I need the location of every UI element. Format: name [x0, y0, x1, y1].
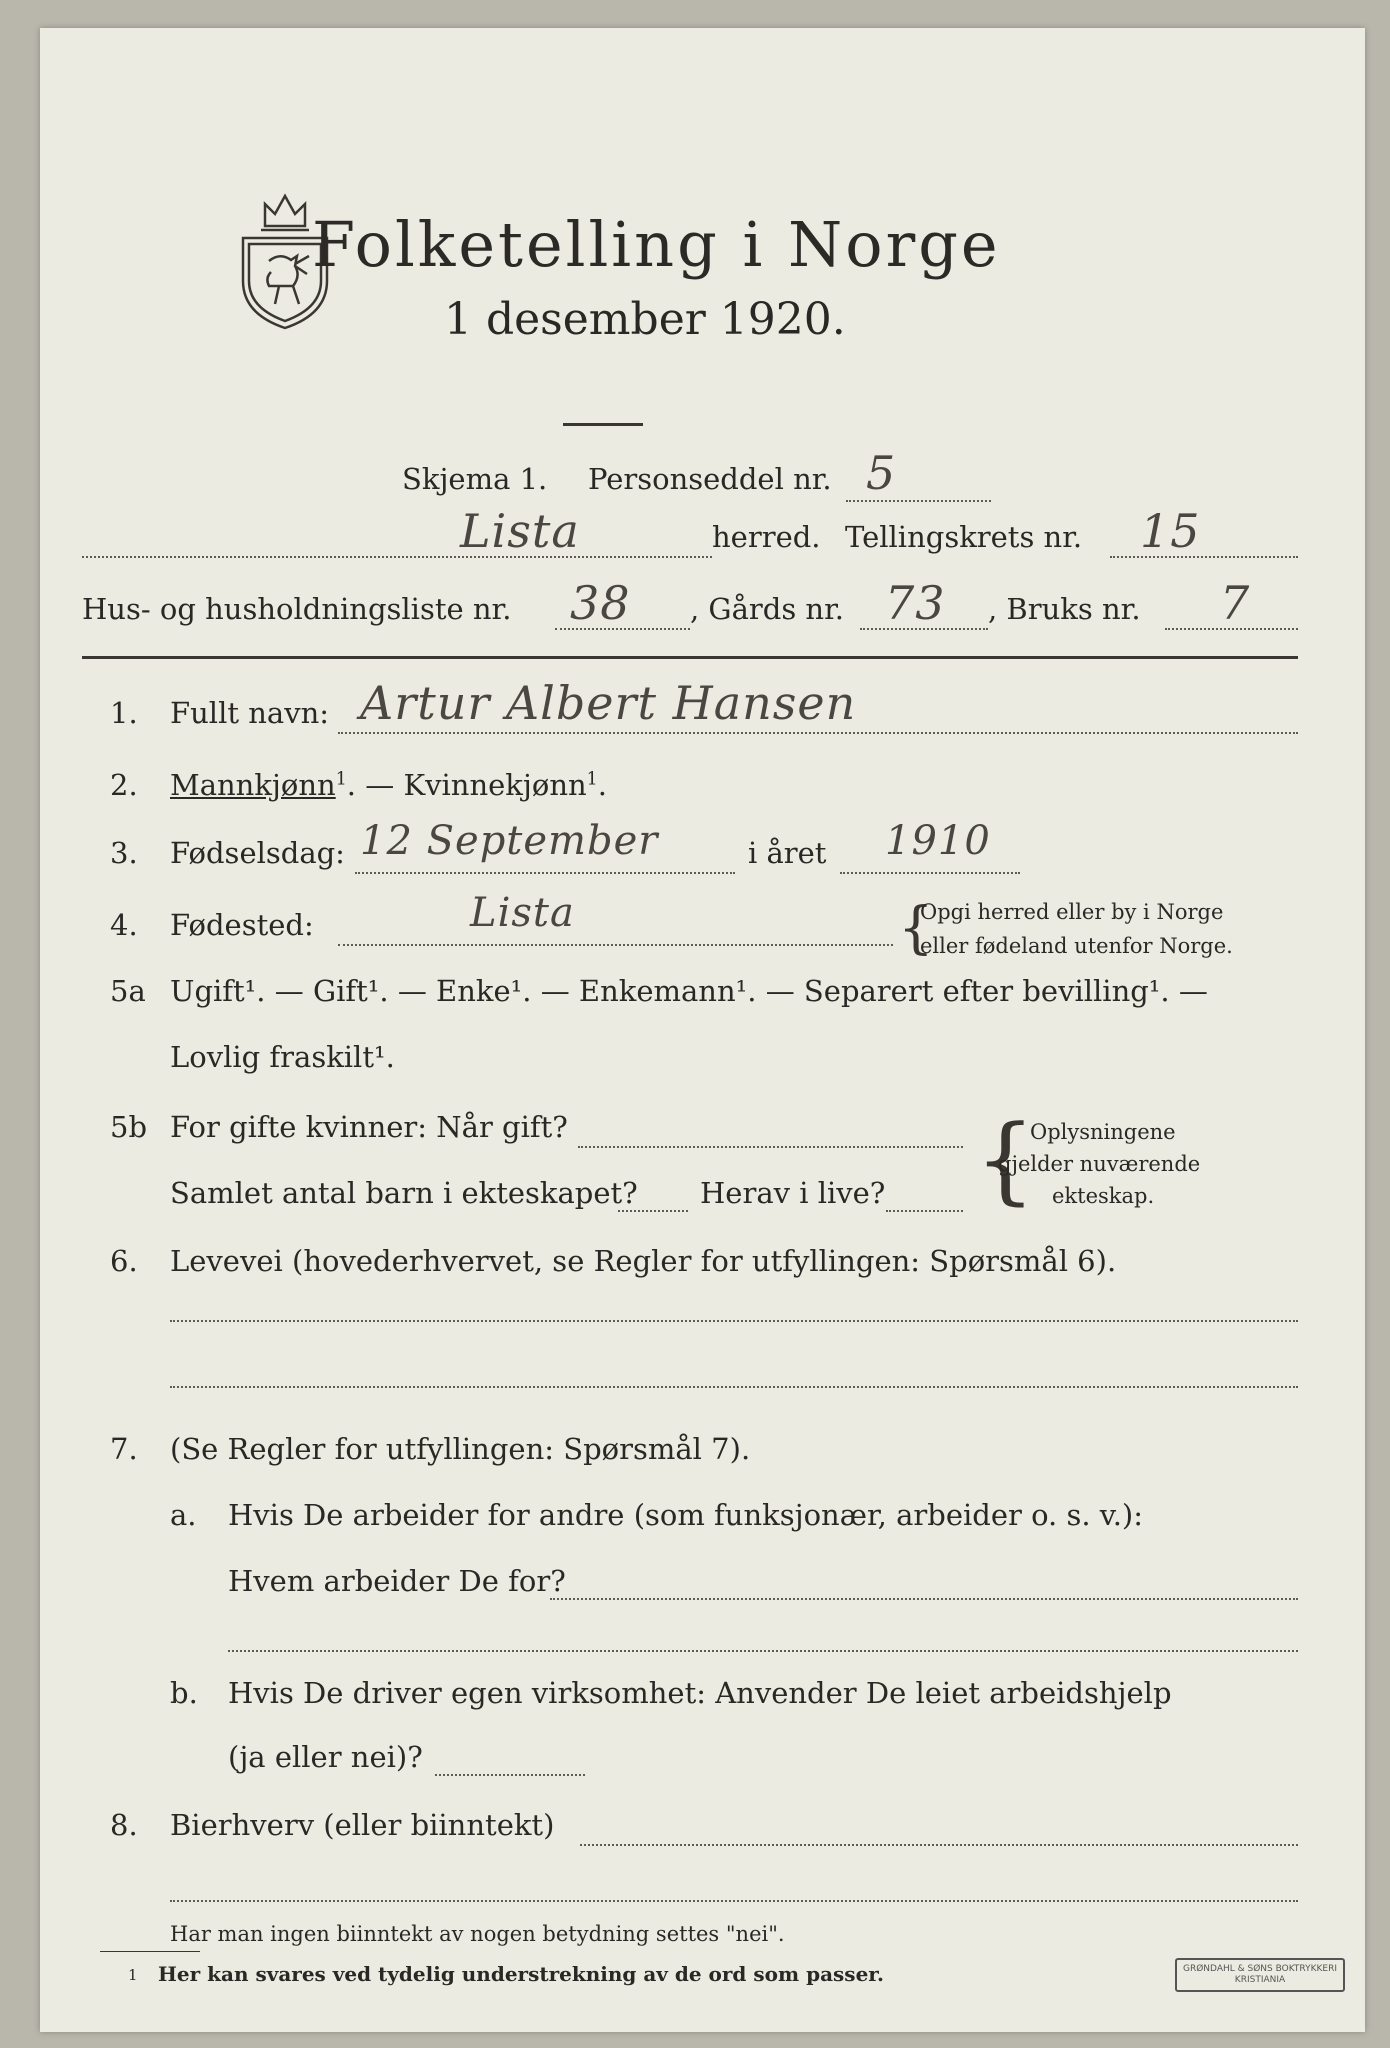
- herred-field[interactable]: [82, 556, 712, 558]
- q5b-brace: {: [975, 1105, 1036, 1215]
- q5a-options-line1: Ugift¹. — Gift¹. — Enke¹. — Enkemann¹. — Separert efter bevilling¹. —: [170, 974, 1208, 1008]
- married-when-label: For gifte kvinner: Når gift?: [170, 1110, 568, 1144]
- hus-value: 38: [570, 576, 631, 630]
- personseddel-label: Personseddel nr.: [588, 462, 832, 496]
- q1-label: Fullt navn:: [170, 696, 330, 730]
- employer-field[interactable]: [550, 1598, 1298, 1600]
- q3-label: Fødselsdag:: [170, 836, 345, 870]
- children-alive-field[interactable]: [886, 1210, 963, 1212]
- birthdate-field[interactable]: [355, 872, 735, 874]
- q3-number: 3.: [110, 836, 138, 870]
- children-alive-label: Herav i live?: [700, 1176, 886, 1210]
- schema-label: Skjema 1.: [402, 462, 548, 496]
- q7a-line2: Hvem arbeider De for?: [228, 1564, 566, 1598]
- personseddel-field[interactable]: [846, 500, 991, 502]
- gards-label: , Gårds nr.: [690, 592, 844, 626]
- q7a-line1: Hvis De arbeider for andre (som funksjonær, arbeider o. s. v.):: [228, 1498, 1144, 1532]
- year-label: i året: [748, 836, 827, 870]
- herred-value: Lista: [460, 504, 580, 558]
- header-divider: [82, 656, 1298, 659]
- employer-field-line2[interactable]: [228, 1650, 1298, 1652]
- printer-stamp-line1: GRØNDAHL & SØNS BOKTRYKKERI: [1183, 1964, 1337, 1974]
- full-name-field[interactable]: [338, 732, 1298, 734]
- q2-end: .: [597, 768, 607, 802]
- q5b-note-line3: ekteskap.: [1052, 1184, 1155, 1208]
- side-income-field[interactable]: [580, 1844, 1298, 1846]
- q4-note-line1: Opgi herred eller by i Norge: [920, 900, 1224, 924]
- q5b-number: 5b: [110, 1110, 148, 1144]
- full-name-value: Artur Albert Hansen: [360, 676, 857, 730]
- census-form-sheet: [40, 28, 1365, 2032]
- male-option[interactable]: Mannkjønn: [170, 768, 336, 802]
- bruks-label: , Bruks nr.: [988, 592, 1141, 626]
- q4-number: 4.: [110, 908, 138, 942]
- personseddel-value: 5: [866, 446, 897, 500]
- hus-label: Hus- og husholdningsliste nr.: [82, 592, 512, 626]
- children-count-label: Samlet antal barn i ekteskapet?: [170, 1176, 638, 1210]
- q7b-line2: (ja eller nei)?: [228, 1740, 423, 1774]
- birth-year-field[interactable]: [840, 872, 1020, 874]
- q5b-note-line2: gjelder nuværende: [998, 1152, 1201, 1176]
- nei-note: Har man ingen biinntekt av nogen betydning settes "nei".: [170, 1922, 785, 1946]
- q2-options: [170, 768, 607, 802]
- q6-number: 6.: [110, 1244, 138, 1278]
- form-title: Folketelling i Norge: [312, 208, 1001, 281]
- q2-female-footnote-ref: 1: [586, 769, 598, 790]
- tellingskrets-field[interactable]: [1110, 556, 1298, 558]
- q8-number: 8.: [110, 1808, 138, 1842]
- hired-help-field[interactable]: [435, 1774, 585, 1776]
- occupation-field-line1[interactable]: [170, 1320, 1298, 1322]
- q5b-note-line1: Oplysningene: [1030, 1120, 1176, 1144]
- q7a-letter: a.: [170, 1498, 197, 1532]
- q8-label: Bierhverv (eller biinntekt): [170, 1808, 555, 1842]
- birthplace-value: Lista: [470, 890, 575, 936]
- birthdate-value: 12 September: [360, 818, 659, 864]
- q5a-number: 5a: [110, 974, 146, 1008]
- q7b-letter: b.: [170, 1676, 198, 1710]
- female-option[interactable]: Kvinnekjønn: [403, 768, 587, 802]
- birthplace-field[interactable]: [338, 944, 893, 946]
- q2-male-footnote-ref: 1: [335, 769, 347, 790]
- q4-brace: {: [898, 896, 934, 961]
- gards-value: 73: [885, 576, 946, 630]
- q7b-line1: Hvis De driver egen virksomhet: Anvender De leiet arbeidshjelp: [228, 1676, 1172, 1710]
- census-date: 1 desember 1920.: [444, 294, 846, 345]
- q2-number: 2.: [110, 768, 138, 802]
- herred-label: herred.: [712, 520, 821, 554]
- printer-stamp-line2: KRISTIANIA: [1234, 1975, 1286, 1985]
- q7-label: (Se Regler for utfyllingen: Spørsmål 7).: [170, 1432, 751, 1466]
- side-income-field-line2[interactable]: [170, 1900, 1298, 1902]
- q4-label: Fødested:: [170, 908, 314, 942]
- footnote-mark: 1: [128, 1966, 138, 1984]
- children-count-field[interactable]: [618, 1210, 688, 1212]
- tellingskrets-value: 15: [1140, 504, 1201, 558]
- q1-number: 1.: [110, 696, 138, 730]
- q5a-options-line2: Lovlig fraskilt¹.: [170, 1040, 395, 1074]
- married-when-field[interactable]: [578, 1146, 963, 1148]
- tellingskrets-label: Tellingskrets nr.: [845, 520, 1083, 554]
- q7-number: 7.: [110, 1432, 138, 1466]
- printer-stamp: [1175, 1958, 1345, 1992]
- q4-note-line2: eller fødeland utenfor Norge.: [920, 934, 1233, 958]
- title-divider: [563, 423, 643, 426]
- birth-year-value: 1910: [885, 818, 991, 864]
- q6-label: Levevei (hovederhvervet, se Regler for utfyllingen: Spørsmål 6).: [170, 1244, 1117, 1278]
- footnote-text: Her kan svares ved tydelig understrekning av de ord som passer.: [158, 1962, 884, 1986]
- bruks-value: 7: [1220, 576, 1251, 630]
- occupation-field-line2[interactable]: [170, 1386, 1298, 1388]
- q2-separator: . —: [346, 768, 404, 802]
- footnote-divider: [100, 1951, 200, 1952]
